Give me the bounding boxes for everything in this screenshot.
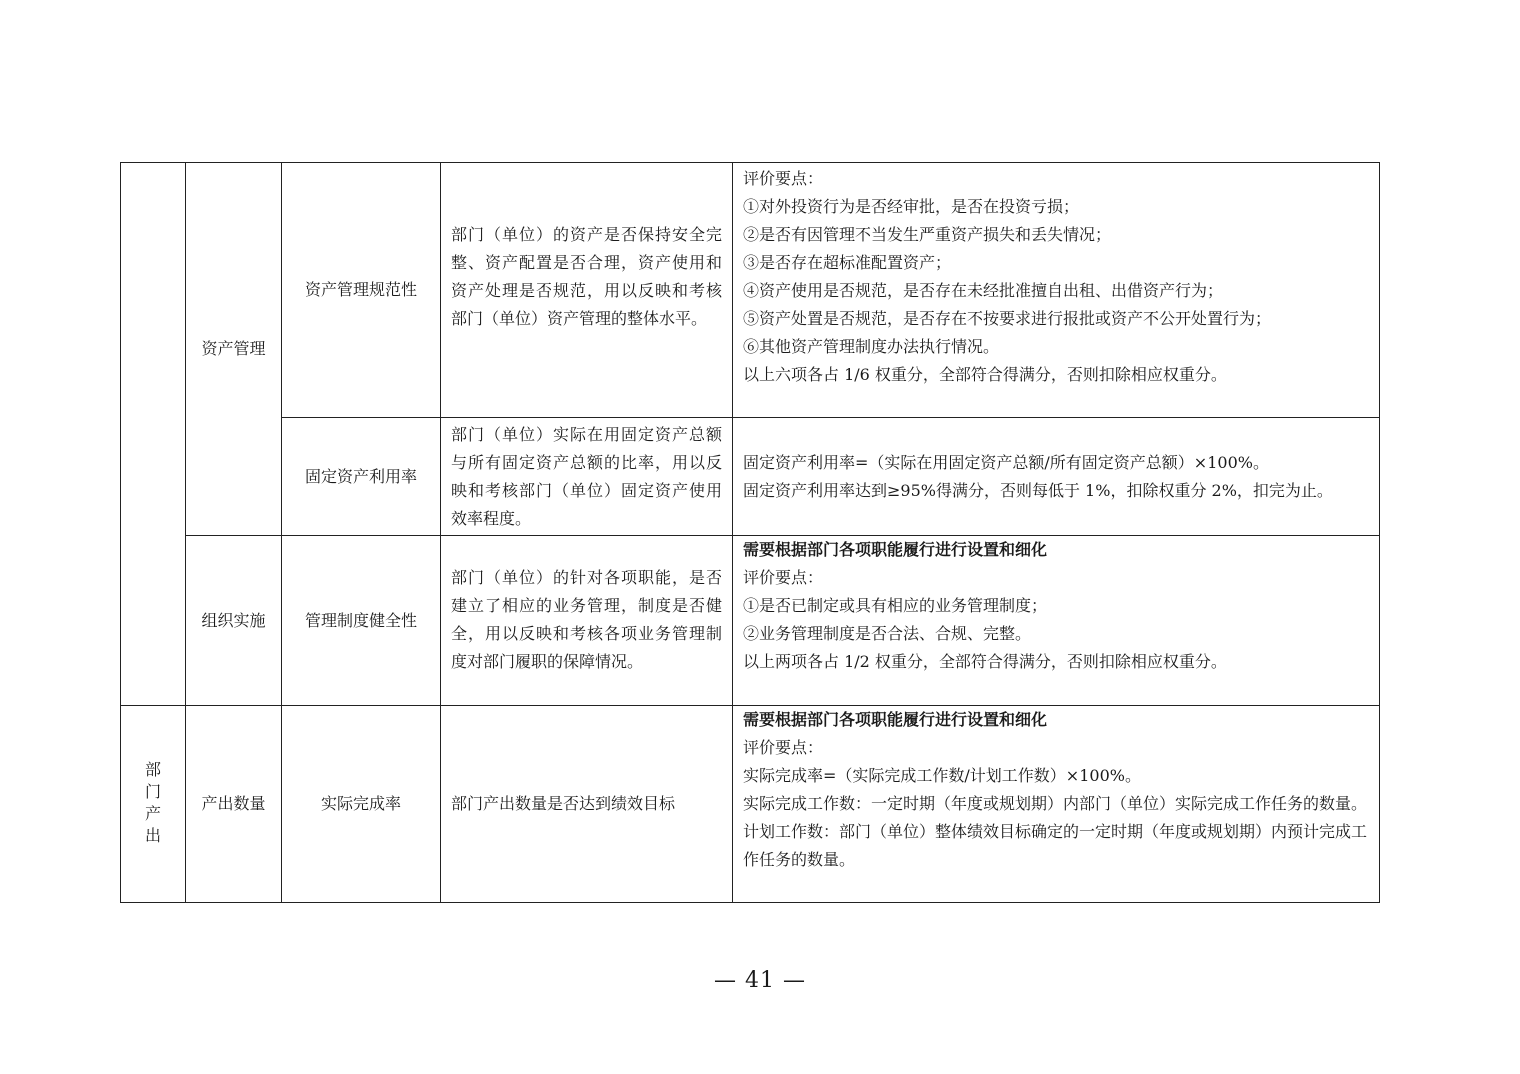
criteria-line: ①对外投资行为是否经审批，是否在投资亏损； (743, 197, 1080, 216)
criteria-cell (733, 163, 1380, 418)
description-cell: 部门（单位）实际在用固定资产总额与所有固定资产总额的比率，用以反映和考核部门（单位）固定资产使用效率程度。 (441, 418, 733, 536)
criteria-line: 实际完成率=（实际完成工作数/计划工作数）×100%。 (743, 766, 1141, 785)
criteria-line: ①是否已制定或具有相应的业务管理制度； (743, 596, 1048, 615)
level1-char: 出 (144, 825, 161, 845)
table-row (121, 706, 1380, 903)
criteria-line: 实际完成工作数：一定时期（年度或规划期）内部门（单位）实际完成工作任务的数量。 (743, 794, 1368, 813)
criteria-heading: 需要根据部门各项职能履行进行设置和细化 (743, 710, 1048, 729)
criteria-line: ④资产使用是否规范，是否存在未经批准擅自出租、出借资产行为； (743, 281, 1224, 300)
description-cell: 部门（单位）的资产是否保持安全完整、资产配置是否合理，资产使用和资产处理是否规范，用以反映和考核部门（单位）资产管理的整体水平。 (441, 163, 733, 418)
evaluation-table (120, 162, 1380, 903)
level2-cell: 产出数量 (186, 706, 282, 903)
criteria-line: 以上六项各占 1/6 权重分，全部符合得满分，否则扣除相应权重分。 (743, 365, 1227, 384)
indicator-cell: 资产管理规范性 (282, 163, 441, 418)
level1-char: 门 (144, 781, 161, 801)
criteria-line: 以上两项各占 1/2 权重分，全部符合得满分，否则扣除相应权重分。 (743, 652, 1227, 671)
page-number: — 41 — (714, 968, 806, 993)
criteria-line: 评价要点： (743, 738, 824, 757)
criteria-line: ③是否存在超标准配置资产； (743, 253, 952, 272)
criteria-line: ②是否有因管理不当发生严重资产损失和丢失情况； (743, 225, 1112, 244)
table-row (121, 163, 1380, 418)
description-cell: 部门产出数量是否达到绩效目标 (441, 706, 733, 903)
criteria-line: ⑤资产处置是否规范，是否存在不按要求进行报批或资产不公开处置行为； (743, 309, 1272, 328)
level1-cell-empty (121, 163, 186, 706)
criteria-line: 固定资产利用率=（实际在用固定资产总额/所有固定资产总额）×100%。 (743, 452, 1269, 472)
level1-vertical-label (144, 759, 162, 847)
indicator-cell: 管理制度健全性 (282, 536, 441, 706)
criteria-line: 计划工作数：部门（单位）整体绩效目标确定的一定时期（年度或规划期）内预计完成工作任务的数量。 (743, 822, 1368, 869)
criteria-cell (733, 706, 1380, 903)
criteria-line: 评价要点： (743, 568, 824, 587)
criteria-line: 固定资产利用率达到≥95%得满分，否则每低于 1%，扣除权重分 2%，扣完为止。 (743, 480, 1333, 500)
table-row (121, 536, 1380, 706)
table-row (121, 418, 1380, 536)
criteria-line: ⑥其他资产管理制度办法执行情况。 (743, 337, 1000, 356)
criteria-cell (733, 418, 1380, 536)
criteria-line: ②业务管理制度是否合法、合规、完整。 (743, 624, 1032, 643)
level2-cell: 资产管理 (186, 163, 282, 536)
level2-cell: 组织实施 (186, 536, 282, 706)
indicator-cell: 实际完成率 (282, 706, 441, 903)
criteria-cell (733, 536, 1380, 706)
level1-char: 部 (144, 759, 161, 779)
level1-char: 产 (144, 803, 161, 823)
indicator-cell: 固定资产利用率 (282, 418, 441, 536)
description-cell: 部门（单位）的针对各项职能，是否建立了相应的业务管理，制度是否健全，用以反映和考核各项业务管理制度对部门履职的保障情况。 (441, 536, 733, 706)
criteria-line: 评价要点： (743, 169, 824, 188)
criteria-heading: 需要根据部门各项职能履行进行设置和细化 (743, 540, 1048, 559)
level1-cell (121, 706, 186, 903)
